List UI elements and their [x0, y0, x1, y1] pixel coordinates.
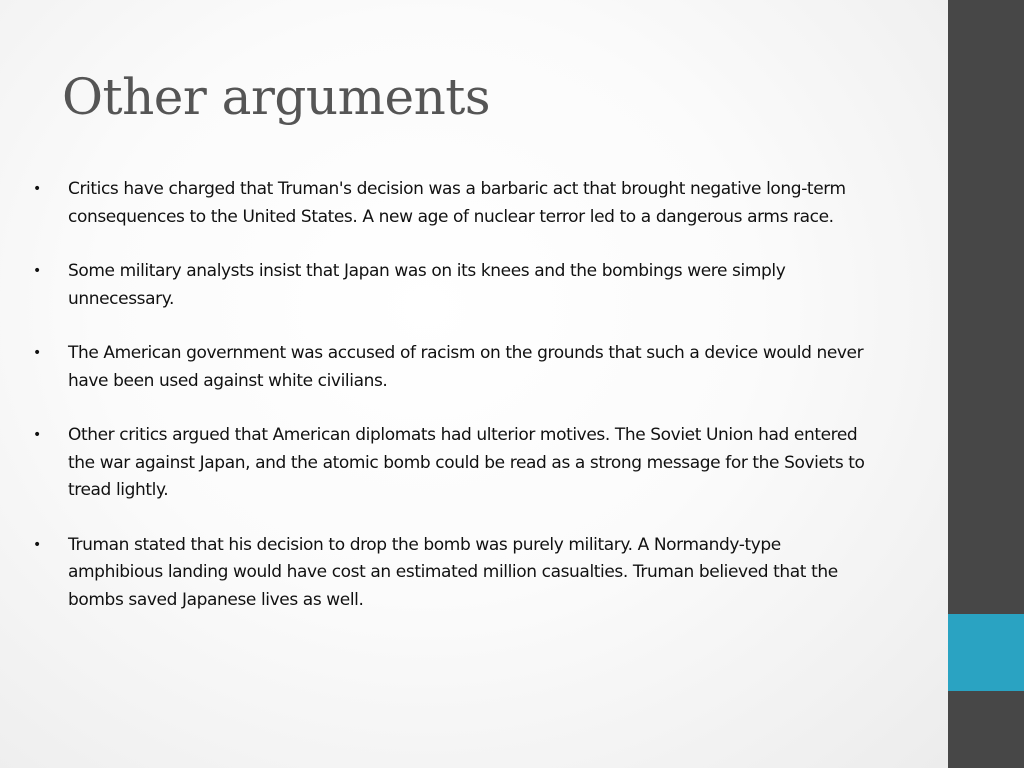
bullet-item: [0, 340, 900, 395]
bullet-text: Critics have charged that Truman's decision was a barbaric act that brought negative long-term consequences to the United States. A new age of nuclear terror led to a dangerous arms race.: [68, 179, 846, 227]
bullet-marker: •: [33, 536, 41, 553]
bullet-item: [0, 532, 900, 615]
bullet-text: Other critics argued that American diplomats had ulterior motives. The Soviet Union had entered the war against Japan, and the atomic bomb could be read as a strong message for the Soviets to tread lightly.: [68, 425, 865, 500]
sidebar-accent-block: [948, 614, 1024, 691]
bullet-item: [0, 422, 900, 505]
bullet-text: Truman stated that his decision to drop the bomb was purely military. A Normandy-type amphibious landing would have cost an estimated million casualties. Truman believed that the bombs saved Japanese lives as well.: [68, 534, 838, 610]
bullet-marker: •: [33, 427, 41, 443]
bullet-marker: •: [33, 263, 41, 279]
bullet-marker: •: [33, 345, 41, 361]
bullet-item: [0, 176, 900, 231]
bullet-item: [0, 258, 900, 313]
slide-title: Other arguments: [62, 68, 491, 126]
bullet-text: Some military analysts insist that Japan was on its knees and the bombings were simply unnecessary.: [68, 261, 786, 309]
bullet-text: The American government was accused of racism on the grounds that such a device would never have been used against white civilians.: [68, 343, 864, 391]
bullet-list: [0, 176, 900, 641]
bullet-marker: •: [33, 181, 41, 197]
